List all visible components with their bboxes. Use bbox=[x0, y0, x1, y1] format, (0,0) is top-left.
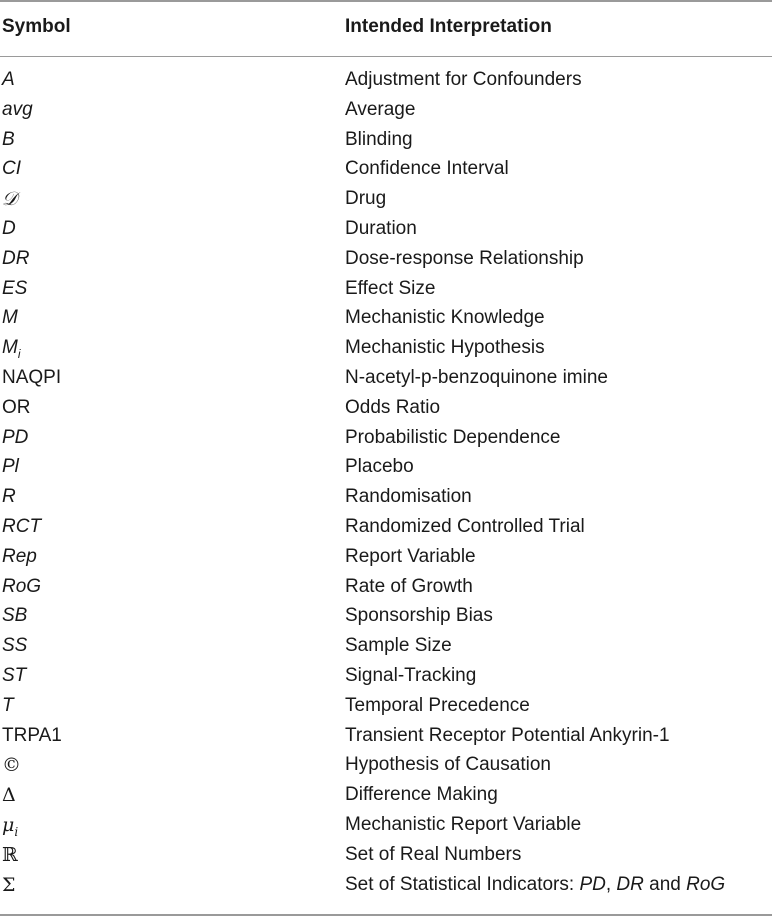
interpretation-cell: Report Variable bbox=[345, 545, 476, 567]
italic-pd: PD bbox=[579, 873, 606, 895]
table-row bbox=[0, 215, 772, 245]
interpretation-cell: Randomized Controlled Trial bbox=[345, 515, 585, 537]
table-row bbox=[0, 662, 772, 692]
symbol-cell bbox=[2, 336, 21, 361]
symbol-main: μ bbox=[2, 813, 15, 836]
table-row bbox=[0, 424, 772, 454]
header-symbol: Symbol bbox=[2, 16, 71, 37]
separator-and: and bbox=[643, 873, 687, 895]
table-row bbox=[0, 751, 772, 781]
symbol-cell: ES bbox=[2, 277, 28, 299]
symbol-cell: © bbox=[2, 754, 21, 777]
symbol-cell: Rep bbox=[2, 545, 37, 567]
symbol-cell: Δ bbox=[2, 784, 16, 807]
interpretation-cell: Blinding bbox=[345, 128, 413, 150]
interpretation-cell: Duration bbox=[345, 217, 417, 239]
interpretation-cell: Randomisation bbox=[345, 486, 472, 508]
interpretation-cell: Set of Real Numbers bbox=[345, 843, 522, 865]
table-row bbox=[0, 155, 772, 185]
interpretation-cell: Signal-Tracking bbox=[345, 664, 477, 686]
table-row bbox=[0, 871, 772, 901]
table-row bbox=[0, 126, 772, 156]
symbol-subscript: i bbox=[14, 824, 19, 839]
symbol-cell: RCT bbox=[2, 515, 42, 537]
symbol-cell: avg bbox=[2, 98, 33, 120]
interpretation-cell: Mechanistic Report Variable bbox=[345, 813, 582, 835]
symbol-cell: DR bbox=[2, 247, 30, 269]
symbol-cell: Σ bbox=[2, 873, 16, 896]
symbol-cell: A bbox=[2, 69, 15, 90]
interpretation-cell: N-acetyl-p-benzoquinone imine bbox=[345, 366, 608, 388]
italic-dr: DR bbox=[616, 873, 644, 895]
table-row bbox=[0, 185, 772, 215]
interpretation-cell: Average bbox=[345, 98, 416, 120]
interpretation-text: Set of Statistical Indicators: bbox=[345, 873, 580, 895]
table-row bbox=[0, 602, 772, 632]
table-bottom-rule bbox=[0, 914, 772, 916]
table-row bbox=[0, 722, 772, 752]
interpretation-cell: Adjustment for Confounders bbox=[345, 69, 582, 90]
symbol-cell: OR bbox=[2, 396, 31, 418]
table-row bbox=[0, 334, 772, 364]
symbol-cell: NAQPI bbox=[2, 366, 62, 388]
symbol-cell: SS bbox=[2, 635, 28, 657]
symbol-cell: M bbox=[2, 307, 18, 329]
interpretation-cell: Dose-response Relationship bbox=[345, 247, 584, 269]
symbol-cell: B bbox=[2, 128, 15, 150]
interpretation-cell: Difference Making bbox=[345, 784, 498, 806]
symbol-cell: TRPA1 bbox=[2, 724, 62, 746]
table-row bbox=[0, 275, 772, 305]
interpretation-cell: Rate of Growth bbox=[345, 575, 473, 597]
symbol-cell: R bbox=[2, 486, 16, 508]
symbol-cell: PD bbox=[2, 426, 29, 448]
table-row bbox=[0, 811, 772, 841]
symbol-cell: CI bbox=[2, 158, 21, 180]
interpretation-cell: Placebo bbox=[345, 456, 414, 478]
interpretation-cell: Effect Size bbox=[345, 277, 436, 299]
interpretation-cell bbox=[345, 873, 725, 897]
table-row bbox=[0, 453, 772, 483]
symbol-cell: ST bbox=[2, 664, 27, 686]
interpretation-cell: Drug bbox=[345, 188, 387, 210]
symbol-cell: SB bbox=[2, 605, 28, 627]
symbol-cell: Pl bbox=[2, 456, 19, 478]
interpretation-cell: Sponsorship Bias bbox=[345, 605, 493, 627]
symbol-cell: D bbox=[2, 217, 16, 239]
interpretation-cell: Probabilistic Dependence bbox=[345, 426, 561, 448]
symbol-cell: RoG bbox=[2, 575, 42, 597]
symbol-cell bbox=[2, 813, 18, 839]
interpretation-cell: Hypothesis of Causation bbox=[345, 754, 551, 776]
table-row bbox=[0, 394, 772, 424]
interpretation-cell: Mechanistic Hypothesis bbox=[345, 337, 545, 359]
table-row bbox=[0, 692, 772, 722]
table-row bbox=[0, 513, 772, 543]
separator-comma: , bbox=[605, 873, 617, 895]
interpretation-cell: Temporal Precedence bbox=[345, 694, 530, 716]
table-row bbox=[0, 573, 772, 603]
table-row bbox=[0, 304, 772, 334]
symbol-main: M bbox=[2, 337, 18, 359]
table-row bbox=[0, 364, 772, 394]
table-row bbox=[0, 245, 772, 275]
symbol-subscript: i bbox=[17, 347, 21, 362]
table-header bbox=[0, 0, 772, 56]
table-row bbox=[0, 632, 772, 662]
interpretation-cell: Confidence Interval bbox=[345, 158, 509, 180]
table-row bbox=[0, 66, 772, 96]
table-body bbox=[0, 66, 772, 900]
interpretation-cell: Odds Ratio bbox=[345, 396, 441, 418]
table-row bbox=[0, 781, 772, 811]
table-row bbox=[0, 96, 772, 126]
header-interpretation: Intended Interpretation bbox=[345, 16, 552, 37]
italic-rog: RoG bbox=[686, 873, 726, 895]
interpretation-cell: Mechanistic Knowledge bbox=[345, 307, 545, 329]
symbol-cell: 𝒟 bbox=[2, 188, 18, 211]
symbol-cell: T bbox=[2, 694, 14, 716]
table-row bbox=[0, 543, 772, 573]
table-row bbox=[0, 483, 772, 513]
header-rule bbox=[0, 56, 772, 57]
symbol-cell: ℝ bbox=[2, 843, 18, 866]
interpretation-cell: Sample Size bbox=[345, 635, 452, 657]
table-row bbox=[0, 841, 772, 871]
interpretation-cell: Transient Receptor Potential Ankyrin-1 bbox=[345, 724, 670, 746]
